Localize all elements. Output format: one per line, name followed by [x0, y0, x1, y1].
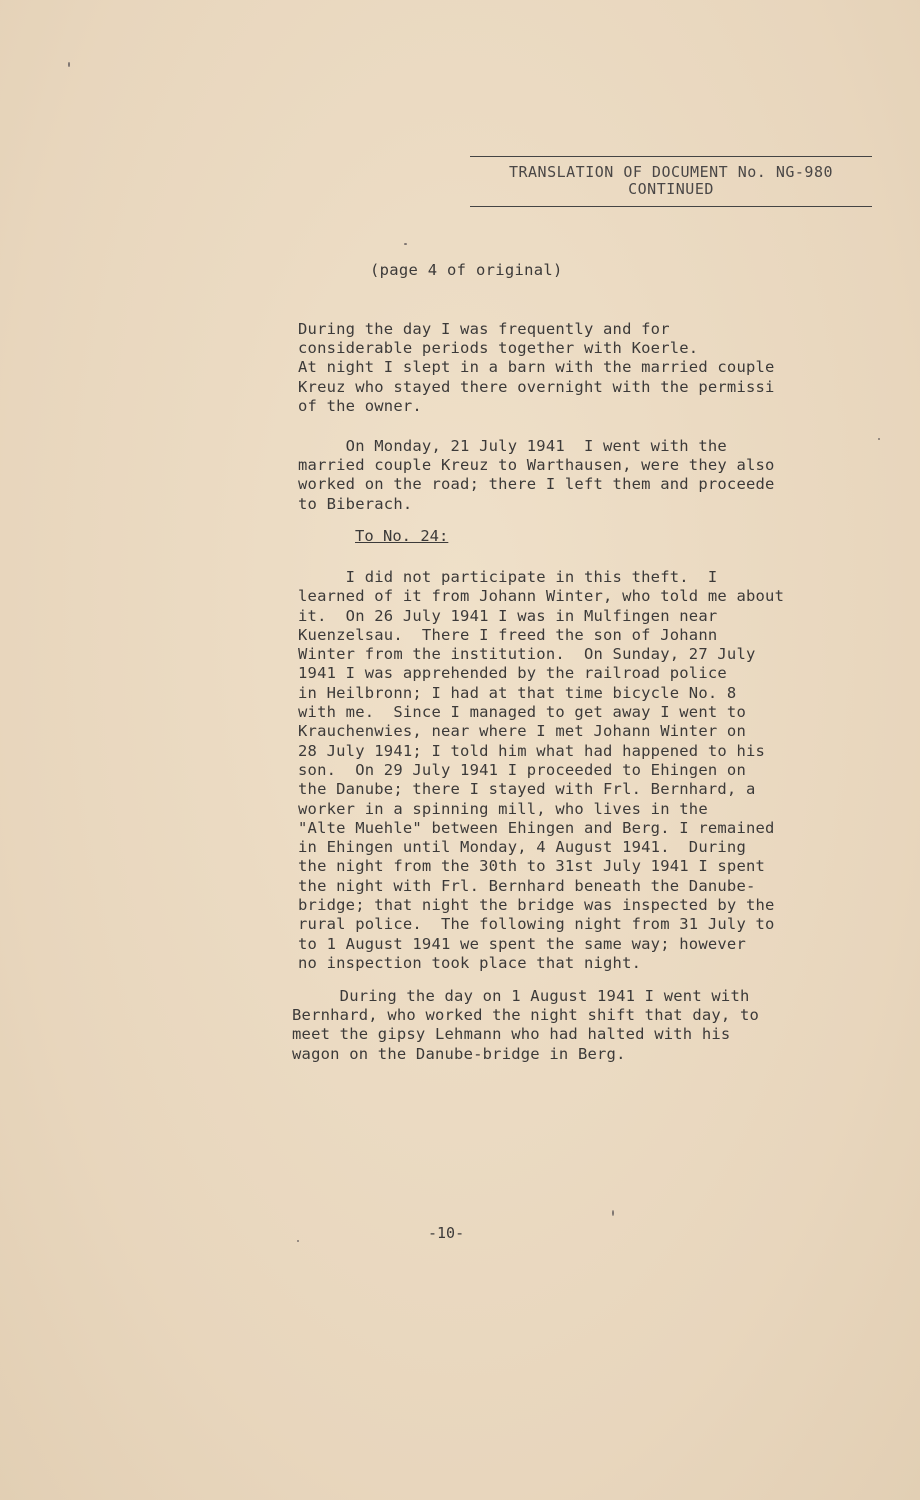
paragraph-1: During the day I was frequently and for considerable periods together with Koerle. At night I slept in a barn with the married couple Kreuz who stayed there overnight with the permissi of the owner.	[298, 320, 775, 415]
document-header	[470, 156, 872, 207]
page-number: -10-	[428, 1224, 465, 1242]
paragraph-2: On Monday, 21 July 1941 I went with the married couple Kreuz to Warthausen, were they also worked on the road; there I left them and proceede to Biberach.	[298, 437, 775, 513]
original-page-reference: (page 4 of original)	[370, 261, 563, 279]
paper-speck	[297, 1240, 299, 1242]
header-top-rule	[470, 156, 872, 157]
header-bottom-rule	[470, 206, 872, 207]
paper-speck	[68, 62, 70, 67]
paper-speck	[404, 243, 407, 245]
header-subtitle: CONTINUED	[628, 180, 714, 198]
paper-speck	[612, 1210, 614, 1216]
header-title: TRANSLATION OF DOCUMENT No. NG-980	[508, 163, 834, 181]
section-heading: To No. 24:	[355, 527, 449, 545]
paragraph-4: During the day on 1 August 1941 I went with Bernhard, who worked the night shift that day, to meet the gipsy Lehmann who had halted with his wagon on the Danube-bridge in Berg.	[292, 987, 760, 1063]
paper-speck	[878, 438, 880, 440]
paragraph-3: I did not participate in this theft. I learned of it from Johann Winter, who told me about it. On 26 July 1941 I was in Mulfingen near Kuenzelsau. There I freed the son of Johann Winter from the institution. On Sunday, 27 July 1941 I was apprehended by the railroad police in Heilbronn; I had at that time bicycle No. 8 with me. Since I managed to get away I went to Krauchenwies, near where I met Johann Winter on 28 July 1941; I told him what had happened to his son. On 29 July 1941 I proceeded to Ehingen on the Danube; there I stayed with Frl. Bernhard, a worker in a spinning mill, who lives in the "Alte Muehle" between Ehingen and Berg. I remained in Ehingen until Monday, 4 August 1941. During the night from the 30th to 31st July 1941 I spent the night with Frl. Bernhard beneath the Danube- bridge; that night the bridge was inspected by the rural police. The following night from 31 July to to 1 August 1941 we spent the same way; however no inspection took place that night.	[298, 568, 785, 972]
